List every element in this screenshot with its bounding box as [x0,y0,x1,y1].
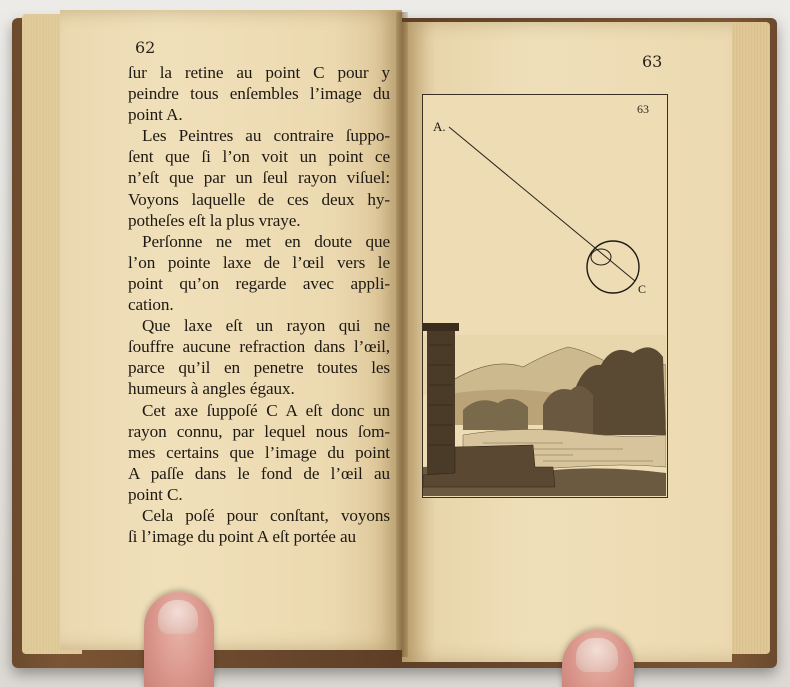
text-line: n’eſt que par un ſeul rayon viſuel: [128,168,390,188]
text-line: mes certains que l’image du point [128,442,390,462]
text-line: ſi l’image du point A eſt portée au [128,527,357,547]
text-line: l’on pointe laxe de l’œil vers le [128,252,390,272]
thumb-left [144,592,214,687]
eye-lens [591,249,611,265]
engraving-svg [423,95,666,496]
text-line: ſur la retine au point C pour y [128,63,390,82]
text-line: point C. [128,484,183,504]
left-page-text [128,62,390,547]
thumbnail-left [158,600,198,634]
text-line: parce qu’il en penetre toutes les [128,358,390,378]
label-point-c: C [638,282,647,296]
text-line: ſouffre aucune refraction dans l’œil, [128,337,390,357]
text-line: A paſſe dans le fond de l’œil au [128,463,390,483]
text-line: Les Peintres au contraire ſuppo- [142,126,390,146]
label-point-a: A. [433,119,446,134]
text-line: point qu’on regarde avec appli- [128,273,390,293]
text-line: Que laxe eſt un rayon qui ne [142,316,390,336]
tower [427,327,455,477]
plate-number: 63 [637,102,649,116]
book-gutter [396,12,408,657]
text-line: humeurs à angles égaux. [128,379,295,399]
text-line: Voyons laquelle de ces deux hy- [128,189,390,209]
text-line: Cela poſé pour conſtant, voyons [142,505,390,525]
text-line: potheſes eſt la plus vraye. [128,210,301,230]
thumbnail-right [576,638,618,672]
eye-circle [587,241,639,293]
text-line: peindre tous enſembles l’image du [128,84,390,104]
visual-ray-line [449,127,635,281]
text-line: ſent que ſi l’on voit un point ce [128,147,390,167]
engraving-plate [422,94,668,498]
text-line: Perſonne ne met en doute que [142,231,390,251]
text-line: Cet axe ſuppoſé C A eſt donc un [142,400,390,420]
text-line: rayon connu, par lequel nous ſom- [128,421,390,441]
landscape-engraving [423,323,666,496]
right-page-number: 63 [642,52,663,71]
text-line: cation. [128,295,174,315]
text-line: point A. [128,105,183,125]
left-page-number: 62 [135,38,156,57]
